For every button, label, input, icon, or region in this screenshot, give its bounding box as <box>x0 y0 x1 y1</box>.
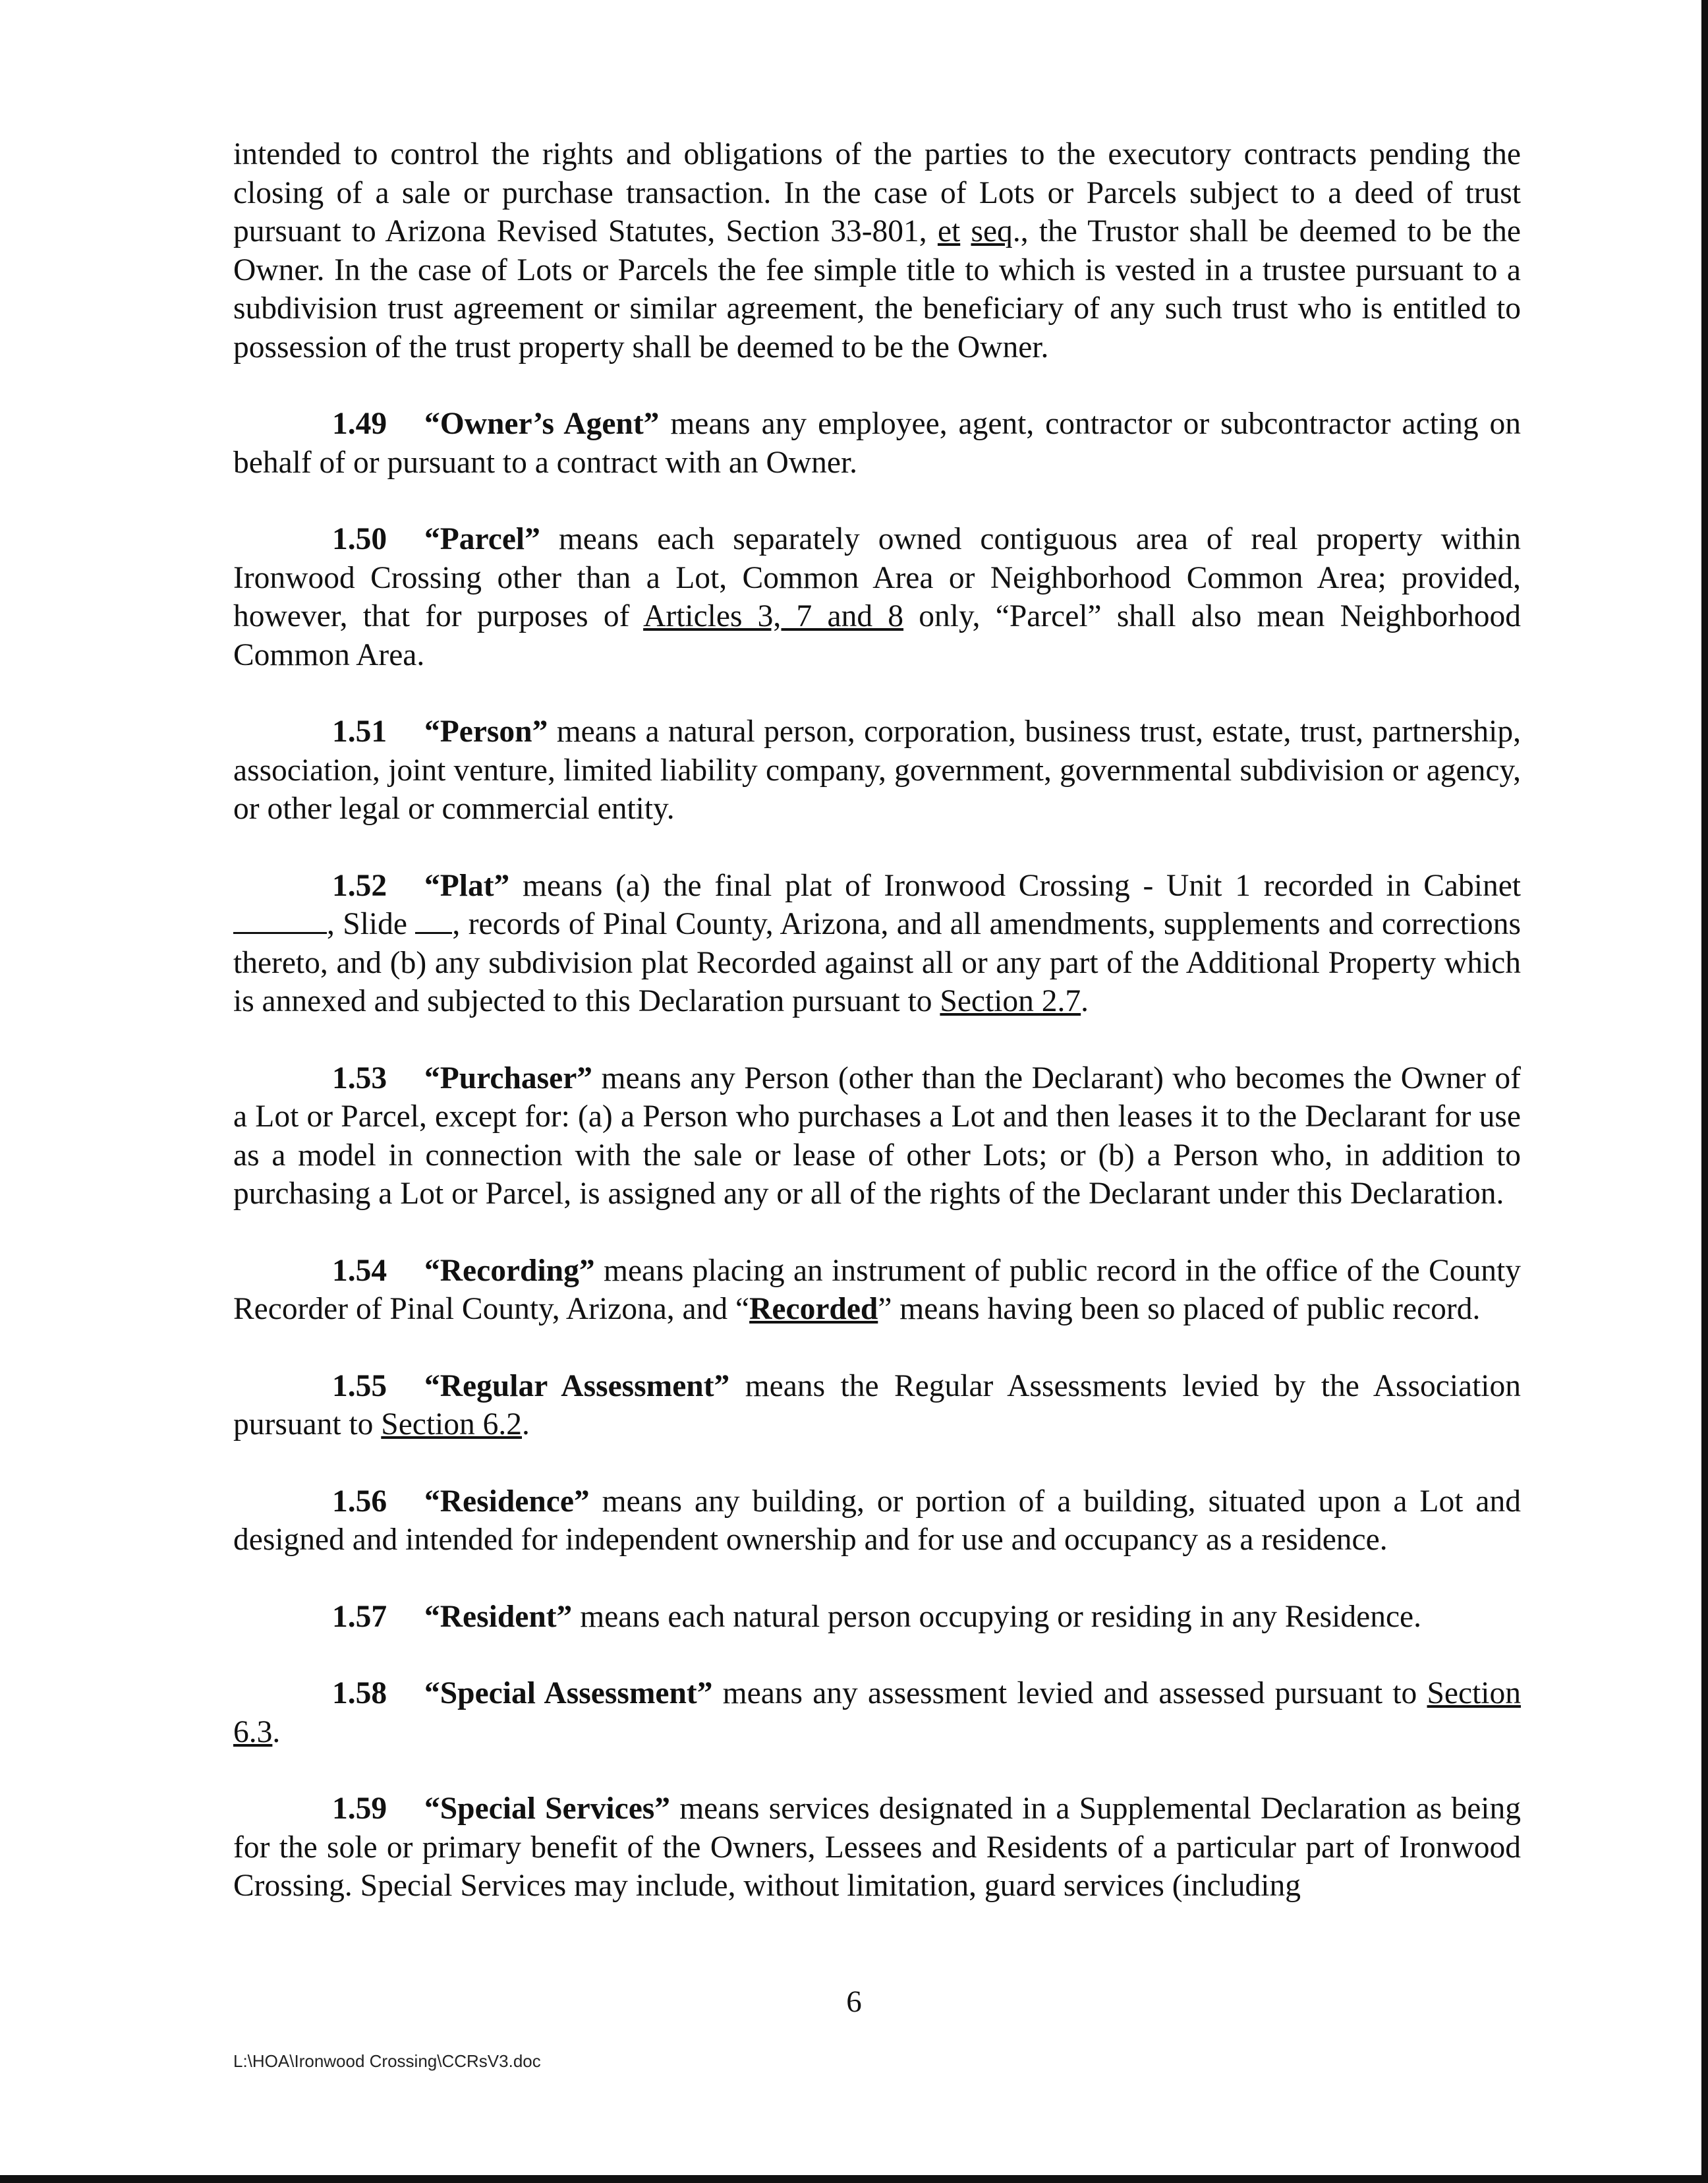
section-1-50 <box>233 520 1521 674</box>
section-number: 1.58 <box>332 1676 387 1710</box>
defined-term: “Recording” <box>424 1253 595 1288</box>
section-number: 1.54 <box>332 1253 387 1288</box>
section-number: 1.53 <box>332 1061 387 1095</box>
section-number: 1.50 <box>332 522 387 556</box>
definition-text: means services designated in a Supplemental Declaration as being for the sole or primary benefit of the Owners, Lessees and Residents of a particular part of Ironwood Crossing. Special Services may include, without limitation, guard services (including <box>233 1791 1521 1903</box>
definition-text: means each separately owned contiguous area of real property within Ironwood Crossing other than a Lot, Common Area or Neighborhood Common Area; provided, however, that for purposes of <box>233 522 1521 633</box>
scan-border-bottom <box>0 2175 1708 2183</box>
defined-term: “Special Services” <box>424 1791 671 1826</box>
definition-text: means any assessment levied and assessed pursuant to <box>712 1676 1427 1710</box>
section-1-56 <box>233 1482 1521 1559</box>
slide-blank <box>415 932 452 934</box>
defined-term: “Regular Assessment” <box>424 1368 730 1403</box>
section-1-57 <box>233 1598 1521 1637</box>
document-body <box>233 135 1521 1944</box>
section-number: 1.49 <box>332 407 387 441</box>
defined-term: “Owner’s Agent” <box>424 407 660 441</box>
definition-text: means each natural person occupying or residing in any Residence. <box>572 1599 1421 1634</box>
section-1-52 <box>233 867 1521 1021</box>
intro-text-1: intended to control the rights and obligations of the parties to the executory contracts pending the closing of a sale or purchase transaction. In the case of Lots or Parcels subject to a deed of trust pursuant to Arizona Revised Statutes, Section 33-801, <box>233 137 1521 248</box>
definition-text: means (a) the final plat of Ironwood Crossing - Unit 1 recorded in Cabinet <box>509 868 1521 903</box>
definition-text: means any Person (other than the Declarant) who becomes the Owner of a Lot or Parcel, except for: (a) a Person who purchases a Lot and then leases it to the Declarant for use as a model in connection with the sale or lease of other Lots; or (b) a Person who, in addition to purchasing a Lot or Parcel, is assigned any or all of the rights of the Declarant under this Declaration. <box>233 1061 1521 1211</box>
definition-text: . <box>522 1407 530 1441</box>
section-1-49 <box>233 405 1521 482</box>
defined-term: “Plat” <box>424 868 510 903</box>
definition-text: . <box>272 1714 281 1749</box>
definition-text: . <box>1081 984 1089 1018</box>
definition-text: means any employee, agent, contractor or subcontractor acting on behalf of or pursuant to a contract with an Owner. <box>233 407 1522 480</box>
defined-term: “Resident” <box>424 1599 573 1634</box>
section-1-54 <box>233 1252 1521 1329</box>
definition-text: means any building, or portion of a building, situated upon a Lot and designed and intended for independent ownership and for use and occupancy as a residence. <box>233 1484 1521 1557</box>
section-reference: Section 6.2 <box>381 1407 523 1441</box>
definition-text: means the Regular Assessments levied by the Association pursuant to <box>233 1368 1521 1441</box>
intro-et: et <box>937 214 961 248</box>
section-number: 1.59 <box>332 1791 387 1826</box>
defined-term: “Special Assessment” <box>424 1676 713 1710</box>
articles-reference: Articles 3, 7 and 8 <box>643 599 904 633</box>
scan-border-right <box>1701 0 1708 2183</box>
intro-text-2: ., the Trustor shall be deemed to be the Owner. In the case of Lots or Parcels the fee simple title to which is vested in a trustee pursuant to a subdivision trust agreement or similar agreement, the beneficiary of any such trust who is entitled to possession of the trust property shall be deemed to be the Owner. <box>233 214 1522 364</box>
intro-seq: seq <box>971 214 1013 248</box>
definition-text: means placing an instrument of public record in the office of the County Recorder of Pinal County, Arizona, and “ <box>233 1253 1521 1326</box>
definition-text: only, “Parcel” shall also mean Neighborhood Common Area. <box>233 599 1521 672</box>
section-1-51 <box>233 713 1521 829</box>
defined-term: “Purchaser” <box>424 1061 593 1095</box>
cabinet-blank <box>233 932 327 934</box>
section-number: 1.55 <box>332 1368 387 1403</box>
defined-term: “Residence” <box>424 1484 590 1519</box>
section-1-59 <box>233 1790 1521 1906</box>
defined-term: “Parcel” <box>424 522 540 556</box>
footer-file-path: L:\HOA\Ironwood Crossing\CCRsV3.doc <box>233 2051 541 2071</box>
section-number: 1.51 <box>332 714 387 749</box>
defined-term-recorded: Recorded <box>749 1292 878 1326</box>
intro-paragraph <box>233 135 1521 366</box>
section-number: 1.56 <box>332 1484 387 1519</box>
section-reference: Section 6.3 <box>233 1676 1521 1749</box>
section-number: 1.52 <box>332 868 387 903</box>
defined-term: “Person” <box>424 714 548 749</box>
definition-text: ” means having been so placed of public record. <box>878 1292 1481 1326</box>
section-1-55 <box>233 1367 1521 1444</box>
definition-text: , Slide <box>327 907 416 941</box>
section-reference: Section 2.7 <box>940 984 1081 1018</box>
page-number: 6 <box>846 1985 862 2019</box>
section-1-58 <box>233 1674 1521 1751</box>
definition-text: means a natural person, corporation, business trust, estate, trust, partnership, association, joint venture, limited liability company, government, governmental subdivision or agency, or other legal or commercial entity. <box>233 714 1521 826</box>
section-1-53 <box>233 1059 1521 1213</box>
definition-text: , records of Pinal County, Arizona, and all amendments, supplements and corrections thereto, and (b) any subdivision plat Recorded against all or any part of the Additional Property which is annexed and subjected to this Declaration pursuant to <box>233 907 1521 1018</box>
section-number: 1.57 <box>332 1599 387 1634</box>
